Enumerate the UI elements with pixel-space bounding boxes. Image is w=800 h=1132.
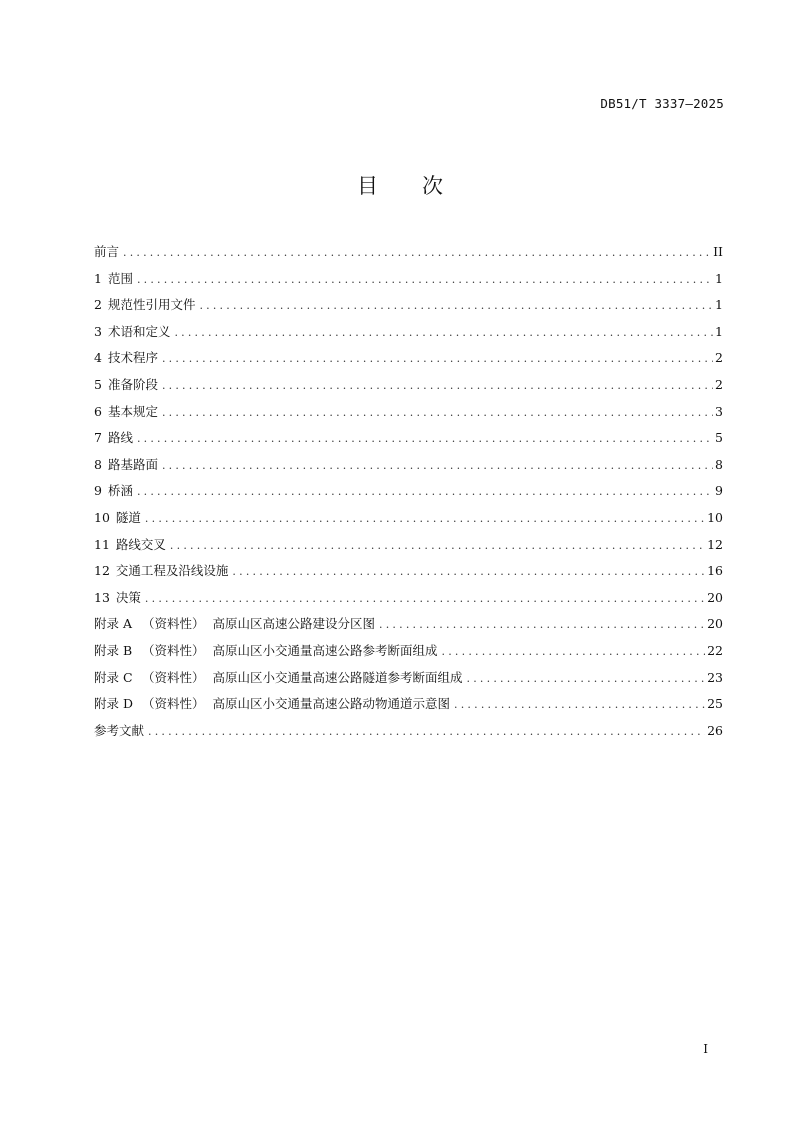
table-of-contents [94,243,723,748]
dot-leader [442,643,706,661]
toc-entry-page: 10 [707,509,723,525]
page-number: I [703,1042,708,1056]
page-title-char-2: 次 [422,174,443,198]
toc-entry-references[interactable] [94,722,723,749]
toc-entry-number: 9 [94,483,102,499]
dot-leader [170,537,705,555]
toc-appendix-c[interactable] [94,669,723,696]
toc-appendix-a[interactable] [94,615,723,642]
toc-entry-page: 9 [715,483,723,499]
toc-entry-foreword[interactable] [94,243,723,270]
dot-leader [148,723,705,741]
toc-entry-6[interactable] [94,403,723,430]
dot-leader [137,271,713,289]
toc-entry-page: 20 [707,616,723,632]
toc-entry-1[interactable] [94,270,723,297]
page-title [0,170,800,200]
toc-entry-number: 2 [94,297,102,313]
toc-entry-label: 参考文献 [94,722,145,738]
dot-leader [145,510,705,528]
toc-entry-number: 4 [94,350,102,366]
toc-entry-3[interactable] [94,323,723,350]
toc-entry-page: 1 [715,297,723,313]
dot-leader [174,324,713,342]
toc-entry-13[interactable] [94,589,723,616]
toc-entry-label: 桥涵 [107,483,133,499]
toc-entry-7[interactable] [94,429,723,456]
appendix-id: 附录 A [94,616,133,632]
toc-entry-page: 12 [707,536,723,552]
toc-entry-label: 范围 [107,270,133,286]
toc-entry-number: 6 [94,403,102,419]
toc-entry-number: 13 [94,589,110,605]
toc-entry-page: 1 [715,270,723,286]
toc-entry-label: 基本规定 [107,403,158,419]
appendix-type: （资料性） [142,696,205,712]
appendix-type: （资料性） [142,642,205,658]
toc-entry-page: 2 [715,350,723,366]
dot-leader [454,696,705,714]
appendix-id: 附录 B [94,642,133,658]
toc-entry-page: 8 [715,456,723,472]
toc-entry-label: 决策 [115,589,141,605]
toc-entry-number: 7 [94,430,102,446]
dot-leader [232,563,705,581]
toc-entry-2[interactable] [94,296,723,323]
toc-entry-label: 前言 [94,244,120,259]
dot-leader [137,483,713,501]
toc-entry-label: 高原山区高速公路建设分区图 [212,616,376,632]
toc-entry-page: 16 [707,563,723,579]
toc-entry-label: 高原山区小交通量高速公路参考断面组成 [212,642,438,658]
document-code: DB51/T 3337—2025 [600,96,724,111]
toc-entry-label: 规范性引用文件 [107,297,196,313]
toc-entry-5[interactable] [94,376,723,403]
toc-entry-number: 12 [94,563,110,579]
toc-entry-page: II [713,244,723,259]
toc-entry-page: 2 [715,376,723,392]
toc-appendix-b[interactable] [94,642,723,669]
toc-entry-10[interactable] [94,509,723,536]
toc-entry-number: 5 [94,376,102,392]
toc-entry-8[interactable] [94,456,723,483]
toc-entry-4[interactable] [94,349,723,376]
dot-leader [199,297,713,315]
toc-entry-page: 26 [707,722,723,738]
dot-leader [137,430,713,448]
dot-leader [162,404,713,422]
toc-entry-number: 11 [94,536,110,552]
toc-entry-label: 术语和定义 [107,323,171,339]
toc-entry-page: 22 [707,642,723,658]
toc-entry-page: 23 [707,669,723,685]
toc-entry-page: 5 [715,430,723,446]
appendix-type: （资料性） [142,669,205,685]
dot-leader [379,616,705,634]
toc-entry-label: 技术程序 [107,350,158,366]
toc-entry-page: 25 [707,696,723,712]
appendix-type: （资料性） [142,616,205,632]
toc-entry-page: 1 [715,323,723,339]
toc-entry-label: 路线交叉 [115,536,166,552]
toc-entry-label: 高原山区小交通量高速公路动物通道示意图 [212,696,451,712]
appendix-id: 附录 C [94,669,133,685]
toc-entry-label: 交通工程及沿线设施 [115,563,229,579]
toc-entry-label: 路基路面 [107,456,158,472]
toc-entry-label: 准备阶段 [107,376,158,392]
toc-entry-11[interactable] [94,536,723,563]
dot-leader [162,457,713,475]
dot-leader [145,590,705,608]
dot-leader [162,377,713,395]
appendix-id: 附录 D [94,696,133,712]
toc-entry-9[interactable] [94,482,723,509]
toc-entry-12[interactable] [94,562,723,589]
toc-entry-page: 3 [715,403,723,419]
toc-entry-label: 隧道 [115,509,141,525]
dot-leader [162,350,713,368]
toc-entry-number: 10 [94,509,110,525]
dot-leader [123,244,711,262]
toc-entry-number: 1 [94,270,102,286]
toc-entry-number: 8 [94,456,102,472]
dot-leader [467,670,706,688]
toc-entry-label: 高原山区小交通量高速公路隧道参考断面组成 [212,669,463,685]
page-title-char-1: 目 [357,174,378,198]
toc-appendix-d[interactable] [94,695,723,722]
toc-entry-label: 路线 [107,430,133,446]
toc-entry-page: 20 [707,589,723,605]
toc-entry-number: 3 [94,323,102,339]
